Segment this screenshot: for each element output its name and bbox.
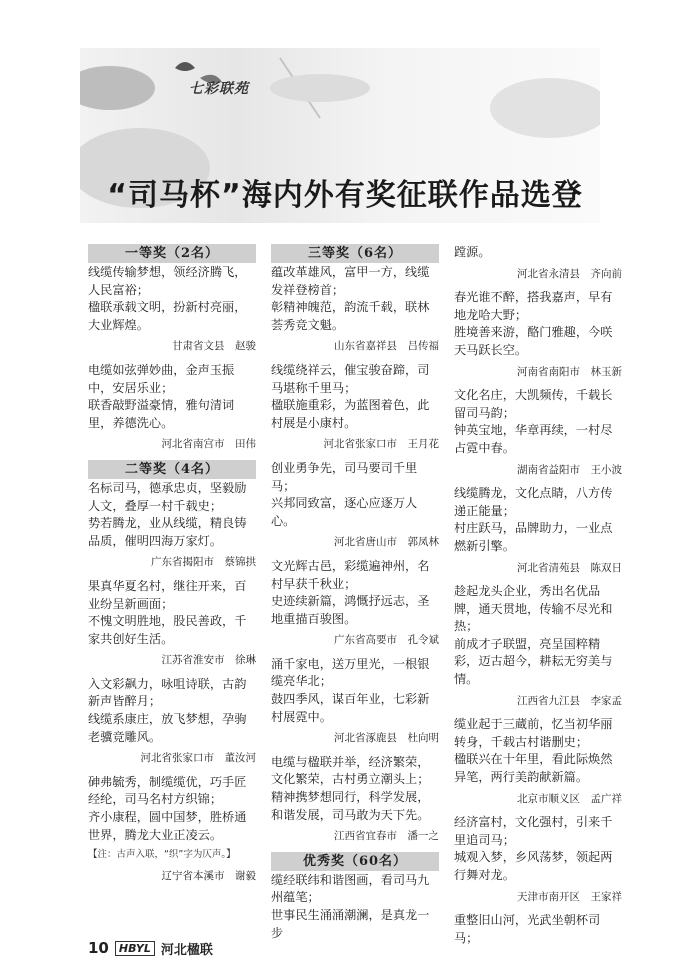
couplet-line: 文光辉古邑，彩缆遍神州，名村早获千秋业；: [271, 558, 430, 591]
couplet-line: 势若腾龙，业从线缆，精良铸品质，催明四海万家灯。: [88, 516, 247, 548]
couplet-line: 电缆与楹联并举，经济繁荣，文化繁荣，古村勇立潮头上；: [271, 754, 430, 787]
couplet-line: 楹联承载文明，扮新村亮丽，大业辉煌。: [88, 300, 247, 332]
author-credit: 天津市南开区 王家祥: [517, 890, 622, 903]
magazine-logo: HBYL: [115, 941, 155, 956]
couplet-line: 不愧文明胜地，股民善政，千家共创好生活。: [88, 614, 247, 646]
couplet-line: 缆经联纬和谐图画，看司马九州蕴笔；: [271, 872, 430, 905]
couplet-entry: [454, 912, 622, 947]
page-title: “司马杯”海内外有奖征联作品选登: [107, 178, 583, 213]
author-credit: 江西省宜春市 潘一之: [334, 830, 439, 843]
author-credit: 河北省涿鹿县 杜向明: [334, 732, 439, 745]
page-number: 10: [88, 939, 109, 957]
author-credit: 江西省九江县 李家孟: [517, 694, 622, 707]
author-credit: 河北省南宫市 田伟: [161, 438, 256, 451]
author-credit: 河北省清苑县 陈双日: [517, 561, 622, 574]
couplet-line: 村庄跃马，品牌助力，一业点燃新引擎。: [454, 521, 613, 553]
couplet-line: 世事民生涌涌潮澜，是真龙一步: [271, 908, 430, 940]
couplet-line: 线缆传输梦想，领经济腾飞，人民富裕；: [88, 265, 247, 297]
couplet-entry: [271, 460, 439, 530]
couplet-line: 蹚源。: [454, 245, 491, 259]
couplet-entry: [88, 774, 256, 844]
couplet-line: 缆业起于三蔵前，忆当初华丽转身，千载古村谐删史；: [454, 717, 613, 749]
award-header: 一等奖（2名）: [88, 244, 256, 263]
couplet-line: 果真华夏名村，继往开来，百业纷呈新画面；: [88, 578, 247, 611]
couplet-line: 线缆腾龙，文化点睛，八方传递正能量；: [454, 486, 613, 518]
author-credit: 广东省高要市 孔令斌: [334, 634, 439, 647]
author-credit: 山东省嘉祥县 吕传福: [334, 340, 439, 353]
couplet-line: 钟英宝地，华章再续，一村尽占霓中春。: [454, 423, 613, 455]
couplet-line: 精神携梦想同行，科学发展，和谐发展，司马敢为天下先。: [271, 790, 430, 822]
couplet-line: 楹联兴在十年里，看此际焕然异笔，两行美韵献新篇。: [454, 752, 613, 785]
award-header: 优秀奖（60名）: [271, 852, 439, 871]
author-credit: 河北省永清县 齐向前: [517, 267, 622, 280]
couplet-line: 线缆绕祥云，催宝骏奋蹄，司马堪称千里马；: [271, 362, 430, 395]
section-tag: 七彩联苑: [189, 81, 249, 97]
couplet-entry: [271, 754, 439, 824]
couplet-entry: [454, 583, 622, 689]
hero-banner: [0, 0, 690, 235]
couplet-entry: [454, 244, 622, 262]
author-credit: 江苏省淮安市 徐琳: [161, 654, 256, 667]
couplet-entry: [271, 362, 439, 432]
couplet-entry: [454, 485, 622, 555]
couplet-entry: [88, 578, 256, 648]
author-credit: 河北省张家口市 董汝河: [140, 752, 256, 765]
author-credit: 北京市顺义区 孟广祥: [517, 792, 622, 805]
couplet-entry: [271, 558, 439, 628]
couplet-line: 楹联施重彩，为蓝图着色，此村展是小康村。: [271, 398, 430, 430]
author-credit: 甘肃省文县 赵骏: [172, 340, 256, 353]
couplet-entry: [88, 362, 256, 432]
couplet-entry: [88, 480, 256, 550]
award-header: 二等奖（4名）: [88, 460, 256, 479]
column-2: [271, 244, 439, 942]
couplet-line: 联香敲野溢豪情，雅句清词里，养德洗心。: [88, 398, 235, 430]
couplet-line: 鼓四季风，谋百年业，七彩新村展霓中。: [271, 692, 430, 724]
couplet-entry: [454, 814, 622, 884]
couplet-line: 齐小康程，圆中国梦，胜桥通世界，腾龙大业正凌云。: [88, 810, 247, 842]
couplet-entry: [271, 656, 439, 726]
couplet-entry: [271, 264, 439, 334]
couplet-line: 经济富村，文化强村，引来千里追司马；: [454, 815, 613, 847]
couplet-entry: [454, 289, 622, 359]
couplet-line: 春光谁不醉，搭我嘉声，早有地龙哈大野；: [454, 290, 613, 322]
couplet-line: 史迹续新篇，鸿慨抒远志，圣地重描百骏图。: [271, 594, 430, 626]
author-credit: 辽宁省本溪市 谢毅: [161, 869, 256, 882]
couplet-line: 城观入梦，乡风荡梦，领起两行舞对龙。: [454, 850, 613, 882]
couplet-line: 前成才子联盟，亮呈国粹精彩，迈古超今，耕耘无穷美与情。: [454, 636, 613, 687]
award-header: 三等奖（6名）: [271, 244, 439, 263]
couplet-entry: [88, 264, 256, 334]
couplet-entry: [454, 387, 622, 457]
page-footer: [88, 936, 213, 960]
couplet-line: 线缆系康庄，放飞梦想，孕驹老骥竞雕风。: [88, 712, 247, 744]
couplet-line: 兴邦同致富，逐心应逐万人心。: [271, 496, 418, 528]
annotation-note: 【注：古声入联，“织”字为仄声。】: [88, 849, 236, 861]
couplet-line: 创业勇争先，司马要司千里马；: [271, 460, 418, 493]
couplet-line: 胜境善来游，酪门雅趣，今咲天马跃长空。: [454, 325, 613, 357]
column-1: [88, 244, 256, 891]
author-credit: 河南省南阳市 林玉新: [517, 365, 622, 378]
author-credit: 河北省张家口市 王月花: [323, 438, 439, 451]
couplet-line: 名标司马，德承忠贞，坚毅励人文，叠厚一村千载史；: [88, 480, 247, 513]
couplet-line: 文化名庄，大凯频传，千载长留司马韵；: [454, 388, 613, 420]
couplet-line: 彰精神魄范，韵流千载，联林荟秀竞文魁。: [271, 300, 430, 332]
author-credit: 广东省揭阳市 蔡锦拱: [151, 556, 256, 569]
couplet-line: 电缆如弦弹妙曲，金声玉振中，安居乐业；: [88, 362, 235, 395]
magazine-name: 河北楹联: [160, 942, 213, 958]
couplet-line: 砷弗毓秀，制缆缆优，巧手匠经纶，司马名村方织锦；: [88, 774, 247, 807]
couplet-line: 重整旧山河，光武坐朝杯司马；: [454, 913, 601, 945]
couplet-line: 入文彩飙力，咏咀诗联，古韵新声皆醉月；: [88, 676, 247, 709]
couplet-entry: [271, 872, 439, 942]
couplet-line: 涌千家电，送万里光，一根银缆亮华北；: [271, 656, 430, 689]
couplet-entry: [454, 716, 622, 786]
column-3: [454, 244, 622, 947]
couplet-line: 蕴改革雄风，富甲一方，线缆发祥登榜首；: [271, 265, 430, 297]
author-credit: 河北省唐山市 郭凤林: [334, 536, 439, 549]
couplet-line: 趁起龙头企业，秀出名优品牌，通天贯地，传输不尽光和热；: [454, 584, 613, 634]
author-credit: 湖南省益阳市 王小波: [517, 463, 622, 476]
couplet-entry: [88, 676, 256, 746]
